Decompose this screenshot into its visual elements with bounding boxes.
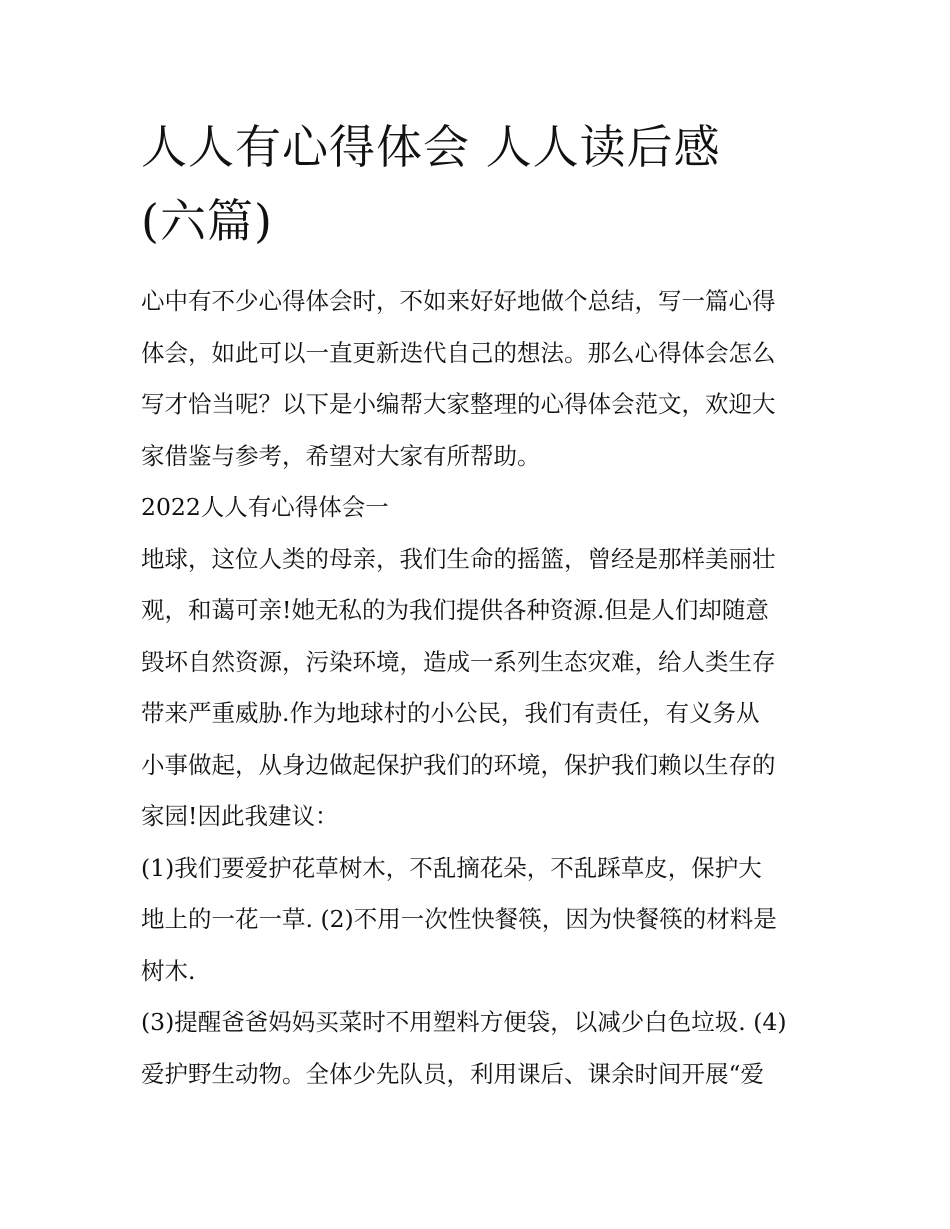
document-title	[141, 110, 816, 258]
intro-line-1: 心中有不少心得体会时，不如来好好地做个总结，写一篇心得	[141, 287, 776, 315]
document-body	[141, 276, 816, 1100]
intro-line-2: 体会，如此可以一直更新迭代自己的想法。那么心得体会怎么	[141, 338, 776, 367]
title-line-2: (六篇)	[141, 194, 273, 248]
intro-line-3: 写才恰当呢？以下是小编帮大家整理的心得体会范文，欢迎大	[141, 390, 776, 418]
list-line-3: 树木.	[141, 956, 196, 985]
list-line-4: (3)提醒爸爸妈妈买菜时不用塑料方便袋，以减少白色垃圾. (4)	[141, 1008, 787, 1036]
body-line-2: 观，和蔼可亲!她无私的为我们提供各种资源.但是人们却随意	[141, 596, 769, 624]
title-line-1: 人人有心得体会 人人读后感	[141, 120, 721, 174]
body-line-5: 小事做起，从身边做起保护我们的环境，保护我们赖以生存的	[141, 750, 776, 779]
intro-line-4: 家借鉴与参考，希望对大家有所帮助。	[141, 441, 541, 470]
list-line-2: 地上的一花一草. (2)不用一次性快餐筷，因为快餐筷的材料是	[141, 905, 777, 933]
section-heading: 2022人人有心得体会一	[141, 493, 389, 521]
list-line-1: (1)我们要爱护花草树木，不乱摘花朵，不乱踩草皮，保护大	[141, 853, 762, 882]
body-line-3: 毁坏自然资源，污染环境，造成一系列生态灾难，给人类生存	[141, 647, 776, 676]
document-page	[141, 110, 816, 1100]
list-line-5: 爱护野生动物。全体少先队员，利用课后、课余时间开展“爱	[141, 1059, 765, 1088]
body-line-6: 家园!因此我建议：	[141, 802, 339, 830]
body-line-1: 地球，这位人类的母亲，我们生命的摇篮，曾经是那样美丽壮	[141, 544, 776, 573]
body-line-4: 带来严重威胁.作为地球村的小公民，我们有责任，有义务从	[141, 699, 760, 727]
